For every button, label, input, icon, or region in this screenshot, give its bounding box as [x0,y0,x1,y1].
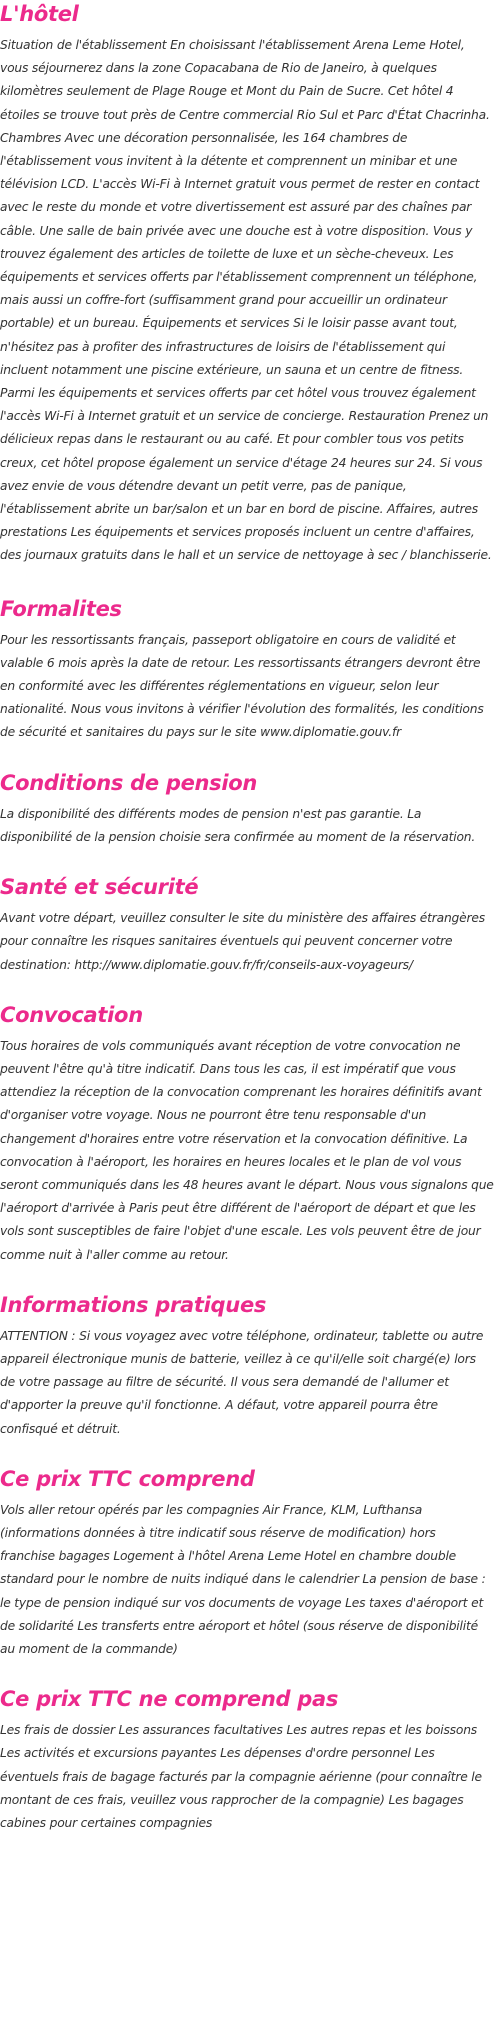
section-title-conditions-pension: Conditions de pension [0,770,258,795]
section-convocation [0,1001,494,1267]
section-title-formalites: Formalites [0,596,122,621]
section-body-informations-pratiques: ATTENTION : Si vous voyagez avec votre téléphone, ordinateur, tablette ou autre appareil électronique munis de batterie, veillez à ce qu'il/elle soit chargé(e) lors de votre passage au filtre de sécurité. Il vous sera demandé de l'allumer et d'apporter la preuve qu'il fonctionne. A défaut, votre appareil pourra être confisqué et détruit. [0,1328,484,1436]
section-body-formalites: Pour les ressortissants français, passeport obligatoire en cours de validité et valable 6 mois après la date de retour. Les ressortissants étrangers devront être en conformité avec les différentes réglementations en vigueur, selon leur nationalité. Nous vous invitons à vérifier l'évolution des formalités, les conditions de sécurité et sanitaires du pays sur le site www.diplomatie.gouv.fr [0,632,484,740]
section-hotel [0,0,494,568]
section-title-informations-pratiques: Informations pratiques [0,1292,267,1317]
section-sante-securite [0,873,494,977]
section-body-prix-comprend: Vols aller retour opérés par les compagnies Air France, KLM, Lufthansa (informations données à titre indicatif sous réserve de modification) hors franchise bagages Logement à l'hôtel Arena Leme Hotel en chambre double standard pour le nombre de nuits indiqué dans le calendrier La pension de base : le type de pension indiqué sur vos documents de voyage Les taxes d'aéroport et de solidarité Les transferts entre aéroport et hôtel (sous réserve de disponibilité au moment de la commande) [0,1502,486,1656]
section-formalites [0,595,494,745]
section-conditions-pension [0,769,494,849]
section-informations-pratiques [0,1291,494,1441]
section-title-prix-ne-comprend-pas: Ce prix TTC ne comprend pas [0,1687,339,1712]
section-title-hotel: L'hôtel [0,2,79,26]
section-body-hotel: Situation de l'établissement En choisissant l'établissement Arena Leme Hotel, vous séjournerez dans la zone Copacabana de Rio de Janeiro, à quelques kilomètres seulement de Plage Rouge et Mont du Pain de Sucre. Cet hôtel 4 étoiles se trouve tout près de Centre commercial Rio Sul et Parc d'État Chacrinha. Chambres Avec une décoration personnalisée, les 164 chambres de l'établissement vous invitent à la détente et comprennent un minibar et une télévision LCD. L'accès Wi-Fi à Internet gratuit vous permet de rester en contact avec le reste du monde et votre divertissement est assuré par des chaînes par câble. Une salle de bain privée avec une douche est à votre disposition. Vous y trouvez également des articles de toilette de luxe et un sèche-cheveux. Les équipements et services offerts par l'établissement comprennent un téléphone, mais aussi un coffre-fort (suffisamment grand pour accueillir un ordinateur portable) et un bureau. Équipements et services Si le loisir passe avant tout, n'hésitez pas à profiter des infrastructures de loisirs de l'établissement qui incluent notamment une piscine extérieure, un sauna et un centre de fitness. Parmi les équipements et services offerts par cet hôtel vous trouvez également l'accès Wi-Fi à Internet gratuit et un service de concierge. Restauration Prenez un délicieux repas dans le restaurant ou au café. Et pour combler tous vos petits creux, cet hôtel propose également un service d'étage 24 heures sur 24. Si vous avez envie de vous détendre devant un petit verre, pas de panique, l'établissement abrite un bar/salon et un bar en bord de piscine. Affaires, autres prestations Les équipements et services proposés incluent un centre d'affaires, des journaux gratuits dans le hall et un service de nettoyage à sec / blanchisserie. [0,38,492,563]
section-body-convocation: Tous horaires de vols communiqués avant réception de votre convocation ne peuvent l'être qu'à titre indicatif. Dans tous les cas, il est impératif que vous attendiez la réception de la convocation comprenant les horaires définitifs avant d'organiser votre voyage. Nous ne pourront être tenu responsable d'un changement d'horaires entre votre réservation et la convocation définitive. La convocation à l'aéroport, les horaires en heures locales et le plan de vol vous seront communiqués dans les 48 heures avant le départ. Nous vous signalons que l'aéroport d'arrivée à Paris peut être différent de l'aéroport de départ et que les vols sont susceptibles de faire l'objet d'une escale. Les vols peuvent être de jour comme nuit à l'aller comme au retour. [0,1038,494,1262]
section-title-convocation: Convocation [0,1002,143,1027]
section-prix-ne-comprend-pas [0,1685,494,1835]
section-title-sante-securite: Santé et sécurité [0,875,199,900]
section-prix-comprend [0,1465,494,1661]
section-body-conditions-pension: La disponibilité des différents modes de pension n'est pas garantie. La disponibilité de la pension choisie sera confirmée au moment de la réservation. [0,806,476,844]
section-title-prix-comprend: Ce prix TTC comprend [0,1466,255,1491]
section-body-prix-ne-comprend-pas: Les frais de dossier Les assurances facultatives Les autres repas et les boissons Les activités et excursions payantes Les dépenses d'ordre personnel Les éventuels frais de bagage facturés par la compagnie aérienne (pour connaître le montant de ces frais, veuillez vous rapprocher de la compagnie) Les bagages cabines pour certaines compagnies [0,1723,482,1830]
section-body-sante-securite: Avant votre départ, veuillez consulter le site du ministère des affaires étrangères pour connaître les risques sanitaires éventuels qui peuvent concerner votre destination: http://www.diplomatie.gouv.fr/fr/conseils-aux-voyageurs/ [0,911,485,972]
